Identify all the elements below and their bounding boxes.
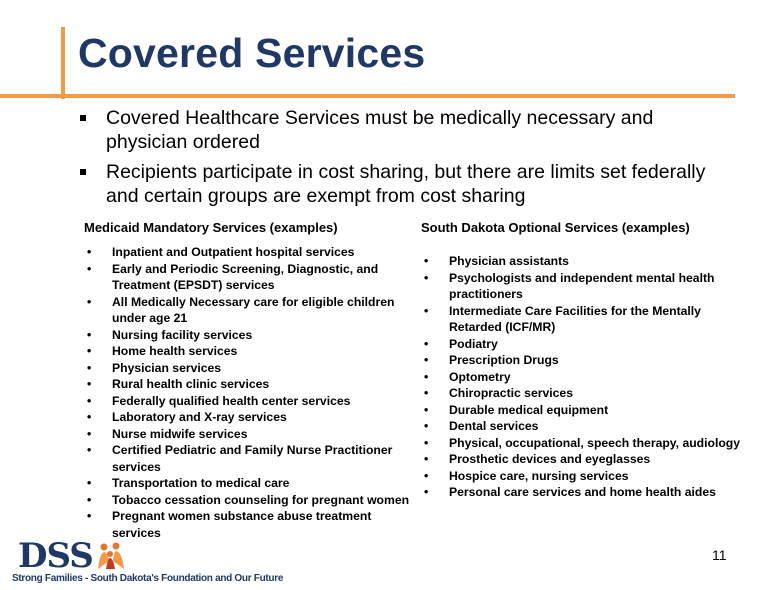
bullet-dot-icon: • <box>424 353 429 367</box>
bullet-item <box>80 106 730 154</box>
logo-text: DSS <box>18 536 93 576</box>
service-item <box>84 376 414 393</box>
bullet-dot-icon: • <box>87 476 92 490</box>
square-bullet-icon <box>80 115 86 121</box>
service-item-text: Personal care services and home health aides <box>449 485 716 499</box>
service-item <box>421 303 751 336</box>
service-item-text: Durable medical equipment <box>449 402 609 417</box>
service-item-text: Physician assistants <box>449 254 569 268</box>
service-item-text: Prescription Drugs <box>449 353 559 367</box>
service-item <box>421 435 751 452</box>
service-item-text: Optometry <box>449 369 511 384</box>
service-item-text: Early and Periodic Screening, Diagnostic, and Treatment (EPSDT) services <box>112 261 379 292</box>
accent-horizontal-rule <box>0 94 735 98</box>
bullet-dot-icon: • <box>424 402 429 417</box>
service-item-text: Tobacco cessation counseling for pregnant women <box>112 492 410 507</box>
service-item <box>84 475 414 492</box>
service-item-text: Transportation to medical care <box>112 476 290 490</box>
service-item <box>421 369 751 386</box>
service-item-text: Laboratory and X-ray services <box>112 410 287 424</box>
service-item-text: Hospice care, nursing services <box>449 468 629 483</box>
bullet-dot-icon: • <box>424 336 429 351</box>
mandatory-services-heading: Medicaid Mandatory Services (examples) <box>84 220 338 235</box>
service-item-text: Federally qualified health center services <box>112 393 351 408</box>
service-item <box>84 508 414 541</box>
bullet-dot-icon: • <box>424 419 429 433</box>
service-item <box>421 336 751 353</box>
service-item <box>421 484 751 501</box>
service-item-text: Physical, occupational, speech therapy, audiology <box>449 435 740 450</box>
bullet-text: Covered Healthcare Services must be medically necessary and physician ordered <box>106 107 654 153</box>
family-icon <box>96 541 126 571</box>
service-item-text: Inpatient and Outpatient hospital services <box>112 245 355 259</box>
bullet-dot-icon: • <box>87 327 92 342</box>
service-item-text: Home health services <box>112 344 238 358</box>
service-item-text: Dental services <box>449 419 539 433</box>
service-item <box>84 327 414 344</box>
mandatory-services-list <box>84 244 414 541</box>
bullet-dot-icon: • <box>424 303 429 318</box>
bullet-text: Recipients participate in cost sharing, but there are limits set federally and certain groups are exempt from cost sharing <box>106 161 706 207</box>
optional-services-list <box>421 253 751 501</box>
service-item-text: Rural health clinic services <box>112 377 270 391</box>
bullet-dot-icon: • <box>87 245 92 259</box>
service-item <box>84 261 414 294</box>
bullet-dot-icon: • <box>87 377 92 391</box>
bullet-dot-icon: • <box>424 435 429 450</box>
service-item-text: All Medically Necessary care for eligible children under age 21 <box>112 294 395 325</box>
logo-tagline: Strong Families - South Dakota's Foundation and Our Future <box>12 573 284 584</box>
mandatory-services-column <box>84 220 414 541</box>
bullet-dot-icon: • <box>424 369 429 384</box>
service-item <box>421 270 751 303</box>
service-item <box>421 451 751 468</box>
service-item <box>84 393 414 410</box>
service-item <box>84 442 414 475</box>
service-item <box>421 352 751 369</box>
optional-services-heading: South Dakota Optional Services (examples) <box>421 220 690 235</box>
bullet-dot-icon: • <box>424 270 429 285</box>
bullet-dot-icon: • <box>87 426 92 441</box>
service-item <box>421 468 751 485</box>
service-item <box>421 418 751 435</box>
accent-vertical-rule <box>61 27 65 99</box>
service-item <box>421 385 751 402</box>
bullet-dot-icon: • <box>424 386 429 400</box>
page-number: 11 <box>712 547 727 563</box>
service-item <box>421 402 751 419</box>
bullet-dot-icon: • <box>424 485 429 499</box>
service-item <box>84 244 414 261</box>
service-item <box>84 492 414 509</box>
bullet-item <box>80 160 730 208</box>
bullet-dot-icon: • <box>87 393 92 408</box>
square-bullet-icon <box>80 169 86 175</box>
optional-services-column <box>421 220 751 501</box>
service-item-text: Intermediate Care Facilities for the Mentally Retarded (ICF/MR) <box>449 303 701 334</box>
service-item-text: Psychologists and independent mental health practitioners <box>449 270 715 301</box>
main-bullets <box>80 106 730 214</box>
bullet-dot-icon: • <box>87 294 92 309</box>
service-item-text: Physician services <box>112 360 222 375</box>
bullet-dot-icon: • <box>87 360 92 375</box>
bullet-dot-icon: • <box>424 254 429 268</box>
bullet-dot-icon: • <box>424 468 429 483</box>
bullet-dot-icon: • <box>87 344 92 358</box>
service-item-text: Podiatry <box>449 336 498 351</box>
service-item-text: Prosthetic devices and eyeglasses <box>449 452 651 466</box>
service-item <box>84 409 414 426</box>
service-item <box>84 426 414 443</box>
service-item-text: Chiropractic services <box>449 386 573 400</box>
service-item <box>84 294 414 327</box>
bullet-dot-icon: • <box>87 509 92 523</box>
service-item-text: Pregnant women substance abuse treatment services <box>112 509 372 540</box>
service-item-text: Nursing facility services <box>112 327 253 342</box>
page-title: Covered Services <box>78 30 426 76</box>
bullet-dot-icon: • <box>87 492 92 507</box>
service-item <box>84 343 414 360</box>
service-item-text: Nurse midwife services <box>112 426 248 441</box>
bullet-dot-icon: • <box>87 261 92 276</box>
service-item-text: Certified Pediatric and Family Nurse Practitioner services <box>112 443 393 474</box>
bullet-dot-icon: • <box>87 443 92 457</box>
service-item <box>421 253 751 270</box>
bullet-dot-icon: • <box>424 452 429 466</box>
dss-logo <box>12 536 284 586</box>
service-item <box>84 360 414 377</box>
bullet-dot-icon: • <box>87 410 92 424</box>
